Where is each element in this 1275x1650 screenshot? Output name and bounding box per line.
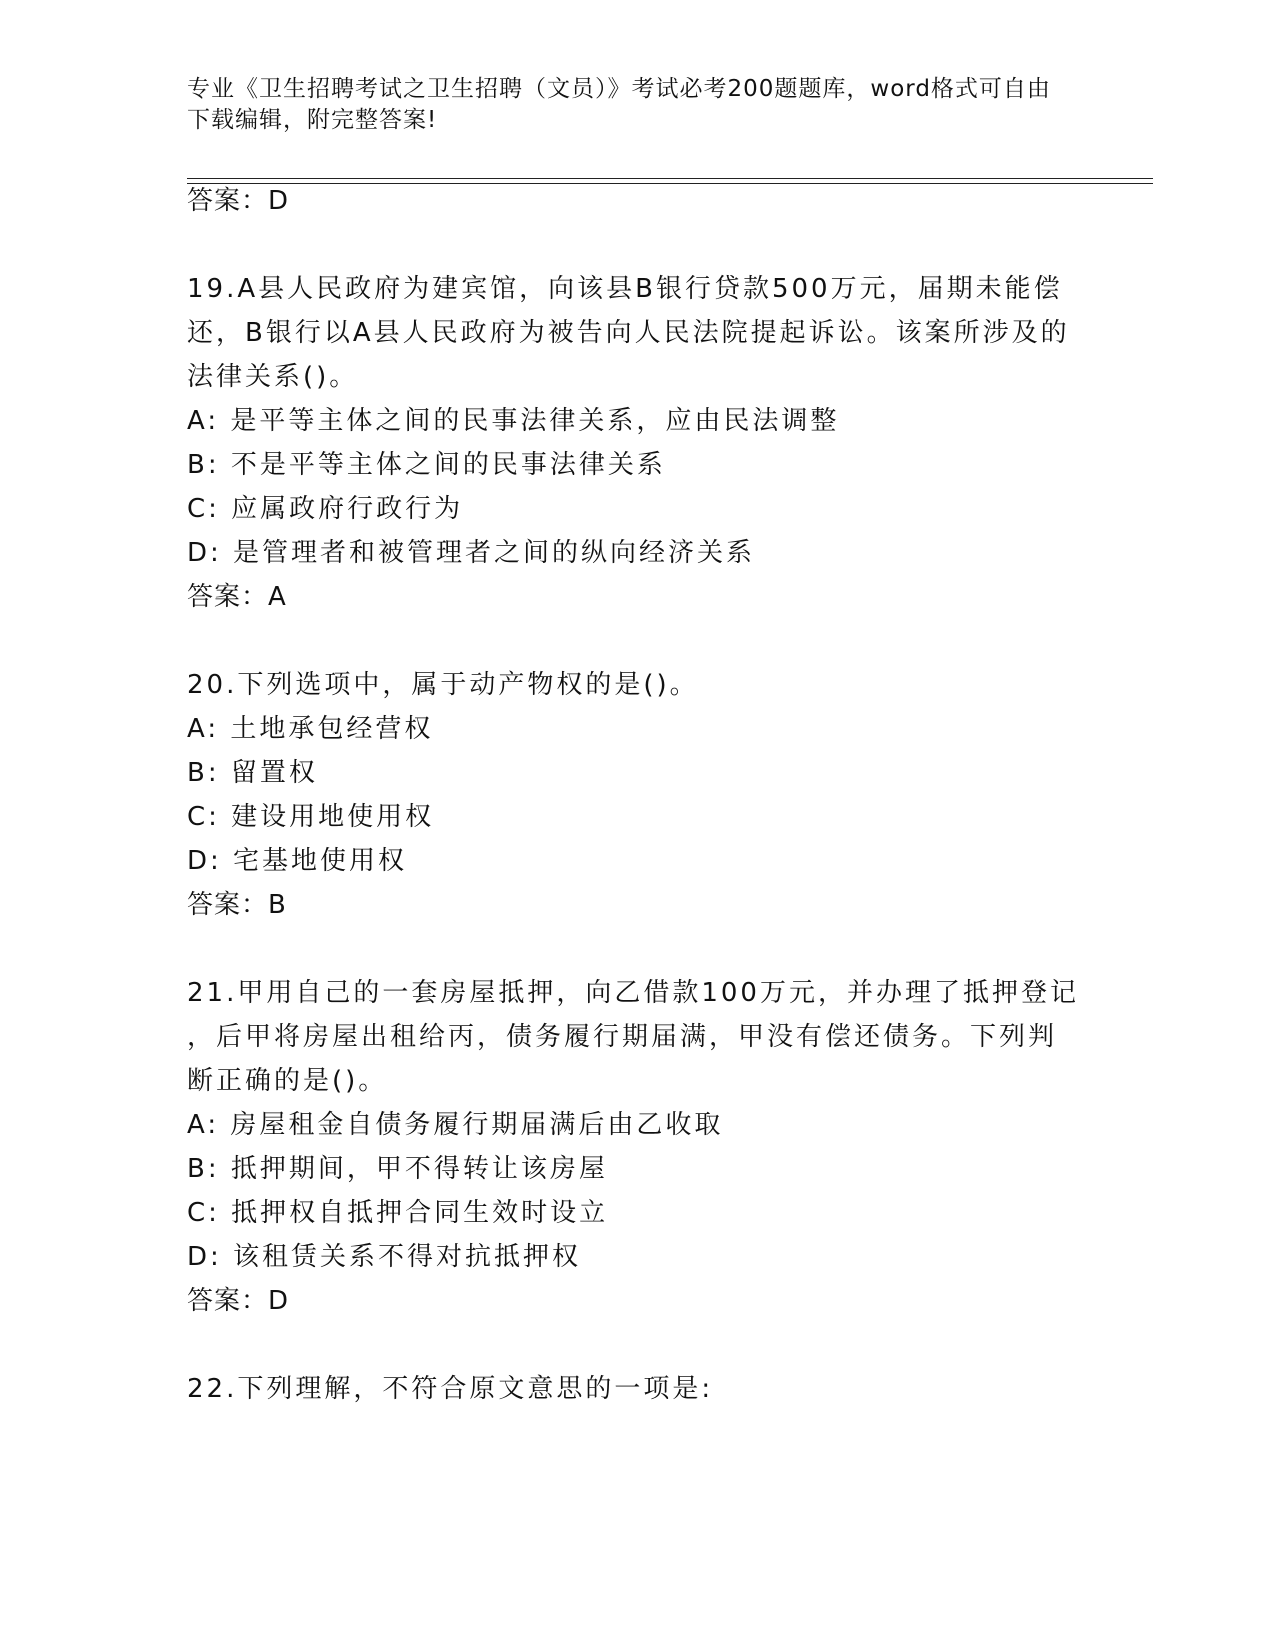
question-20-line-1: 20.下列选项中，属于动产物权的是()。 — [187, 670, 699, 700]
answer-20: 答案：B — [187, 890, 287, 920]
answer-19: 答案：A — [187, 582, 287, 612]
question-21-option-d: D: 该租赁关系不得对抗抵押权 — [187, 1242, 582, 1272]
question-22-line-1: 22.下列理解，不符合原文意思的一项是: — [187, 1374, 714, 1404]
question-19-line-1: 19.A县人民政府为建宾馆，向该县B银行贷款500万元，届期未能偿 — [187, 274, 1063, 304]
document-header: 专业《卫生招聘考试之卫生招聘（文员）》考试必考200题题库，word格式可自由下载编辑，附完整答案! — [187, 76, 1051, 133]
question-19-option-d: D: 是管理者和被管理者之间的纵向经济关系 — [187, 538, 756, 568]
answer-18: 答案：D — [187, 186, 290, 216]
question-19-option-b: B: 不是平等主体之间的民事法律关系 — [187, 450, 666, 480]
question-19-option-c: C: 应属政府行政行为 — [187, 494, 464, 524]
header-rule-bottom — [187, 183, 1153, 184]
answer-21: 答案：D — [187, 1286, 290, 1316]
question-20-option-c: C: 建设用地使用权 — [187, 802, 435, 832]
question-19-line-2: 还，B银行以A县人民政府为被告向人民法院提起诉讼。该案所涉及的 — [187, 318, 1070, 348]
question-20-option-d: D: 宅基地使用权 — [187, 846, 408, 876]
question-21-option-c: C: 抵押权自抵押合同生效时设立 — [187, 1198, 609, 1228]
question-20-option-b: B: 留置权 — [187, 758, 318, 788]
question-21-line-2: ，后甲将房屋出租给丙，债务履行期届满，甲没有偿还债务。下列判 — [187, 1022, 1058, 1052]
question-21-line-1: 21.甲用自己的一套房屋抵押，向乙借款100万元，并办理了抵押登记 — [187, 978, 1079, 1008]
question-21-line-3: 断正确的是()。 — [187, 1066, 388, 1096]
question-19-line-3: 法律关系()。 — [187, 362, 359, 392]
question-21-option-a: A: 房屋租金自债务履行期届满后由乙收取 — [187, 1110, 724, 1140]
question-21-option-b: B: 抵押期间，甲不得转让该房屋 — [187, 1154, 608, 1184]
question-20-option-a: A: 土地承包经营权 — [187, 714, 434, 744]
header-rule-top — [187, 178, 1153, 179]
question-19-option-a: A: 是平等主体之间的民事法律关系，应由民法调整 — [187, 406, 840, 436]
